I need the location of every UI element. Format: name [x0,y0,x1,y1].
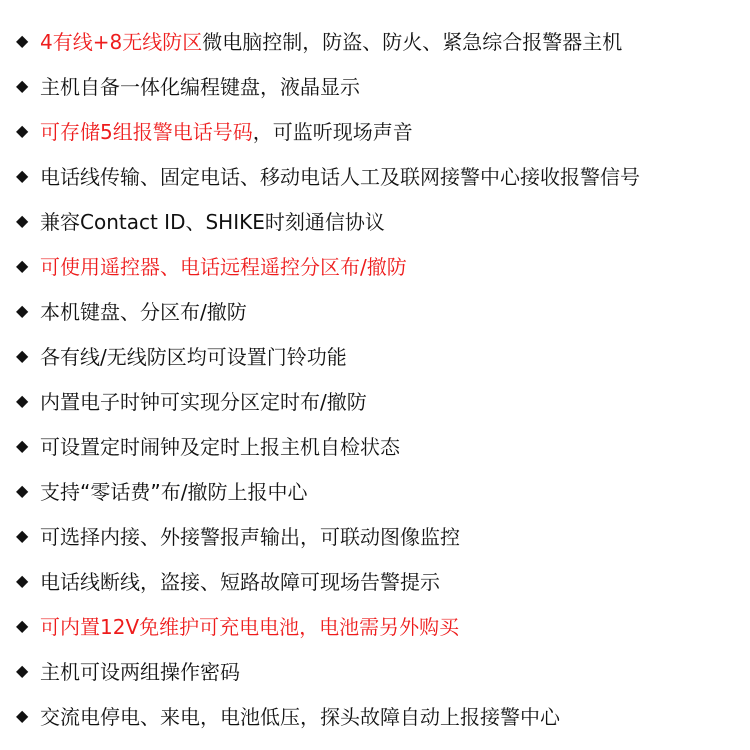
item-text: 支持“零话费”布/撤防上报中心 [40,480,308,504]
list-item [0,423,750,468]
highlighted-text: 可使用遥控器、电话远程遥控分区布/撤防 [40,255,407,279]
list-item [0,243,750,288]
highlighted-text: 可存储5组报警电话号码 [40,120,253,144]
highlighted-text: 4有线+8无线防区 [40,30,203,54]
list-item [0,63,750,108]
list-item [0,198,750,243]
item-text: 兼容Contact ID、SHIKE时刻通信协议 [40,210,385,234]
item-text: 微电脑控制，防盗、防火、紧急综合报警器主机 [202,30,623,54]
item-text: 电话线传输、固定电话、移动电话人工及联网接警中心接收报警信号 [40,165,640,189]
list-item [0,513,750,558]
highlighted-text: 可内置12V免维护可充电电池，电池需另外购买 [40,615,460,639]
list-item [0,153,750,198]
diamond-bullet-icon: ◆ [16,616,29,635]
list-item [0,108,750,153]
diamond-bullet-icon: ◆ [16,211,29,230]
diamond-bullet-icon: ◆ [16,436,29,455]
diamond-bullet-icon: ◆ [16,661,29,680]
diamond-bullet-icon: ◆ [16,301,29,320]
list-item [0,648,750,693]
list-item [0,693,750,738]
diamond-bullet-icon: ◆ [16,31,29,50]
diamond-bullet-icon: ◆ [16,121,29,140]
list-item [0,288,750,333]
diamond-bullet-icon: ◆ [16,166,29,185]
diamond-bullet-icon: ◆ [16,706,29,725]
item-text: 内置电子时钟可实现分区定时布/撤防 [40,390,367,414]
item-text: 本机键盘、分区布/撤防 [40,300,247,324]
diamond-bullet-icon: ◆ [16,76,29,95]
list-item [0,378,750,423]
list-item [0,18,750,63]
item-text: ，可监听现场声音 [252,120,413,144]
item-text: 主机可设两组操作密码 [40,660,240,684]
diamond-bullet-icon: ◆ [16,256,29,275]
list-item [0,558,750,603]
diamond-bullet-icon: ◆ [16,526,29,545]
item-text: 主机自备一体化编程键盘，液晶显示 [40,75,360,99]
item-text: 交流电停电、来电，电池低压，探头故障自动上报接警中心 [40,705,560,729]
diamond-bullet-icon: ◆ [16,571,29,590]
item-text: 各有线/无线防区均可设置门铃功能 [40,345,347,369]
list-item [0,333,750,378]
list-item [0,603,750,648]
diamond-bullet-icon: ◆ [16,481,29,500]
item-text: 电话线断线，盗接、短路故障可现场告警提示 [40,570,440,594]
diamond-bullet-icon: ◆ [16,346,29,365]
list-item [0,468,750,513]
diamond-bullet-icon: ◆ [16,391,29,410]
item-text: 可选择内接、外接警报声输出，可联动图像监控 [40,525,460,549]
item-text: 可设置定时闹钟及定时上报主机自检状态 [40,435,400,459]
